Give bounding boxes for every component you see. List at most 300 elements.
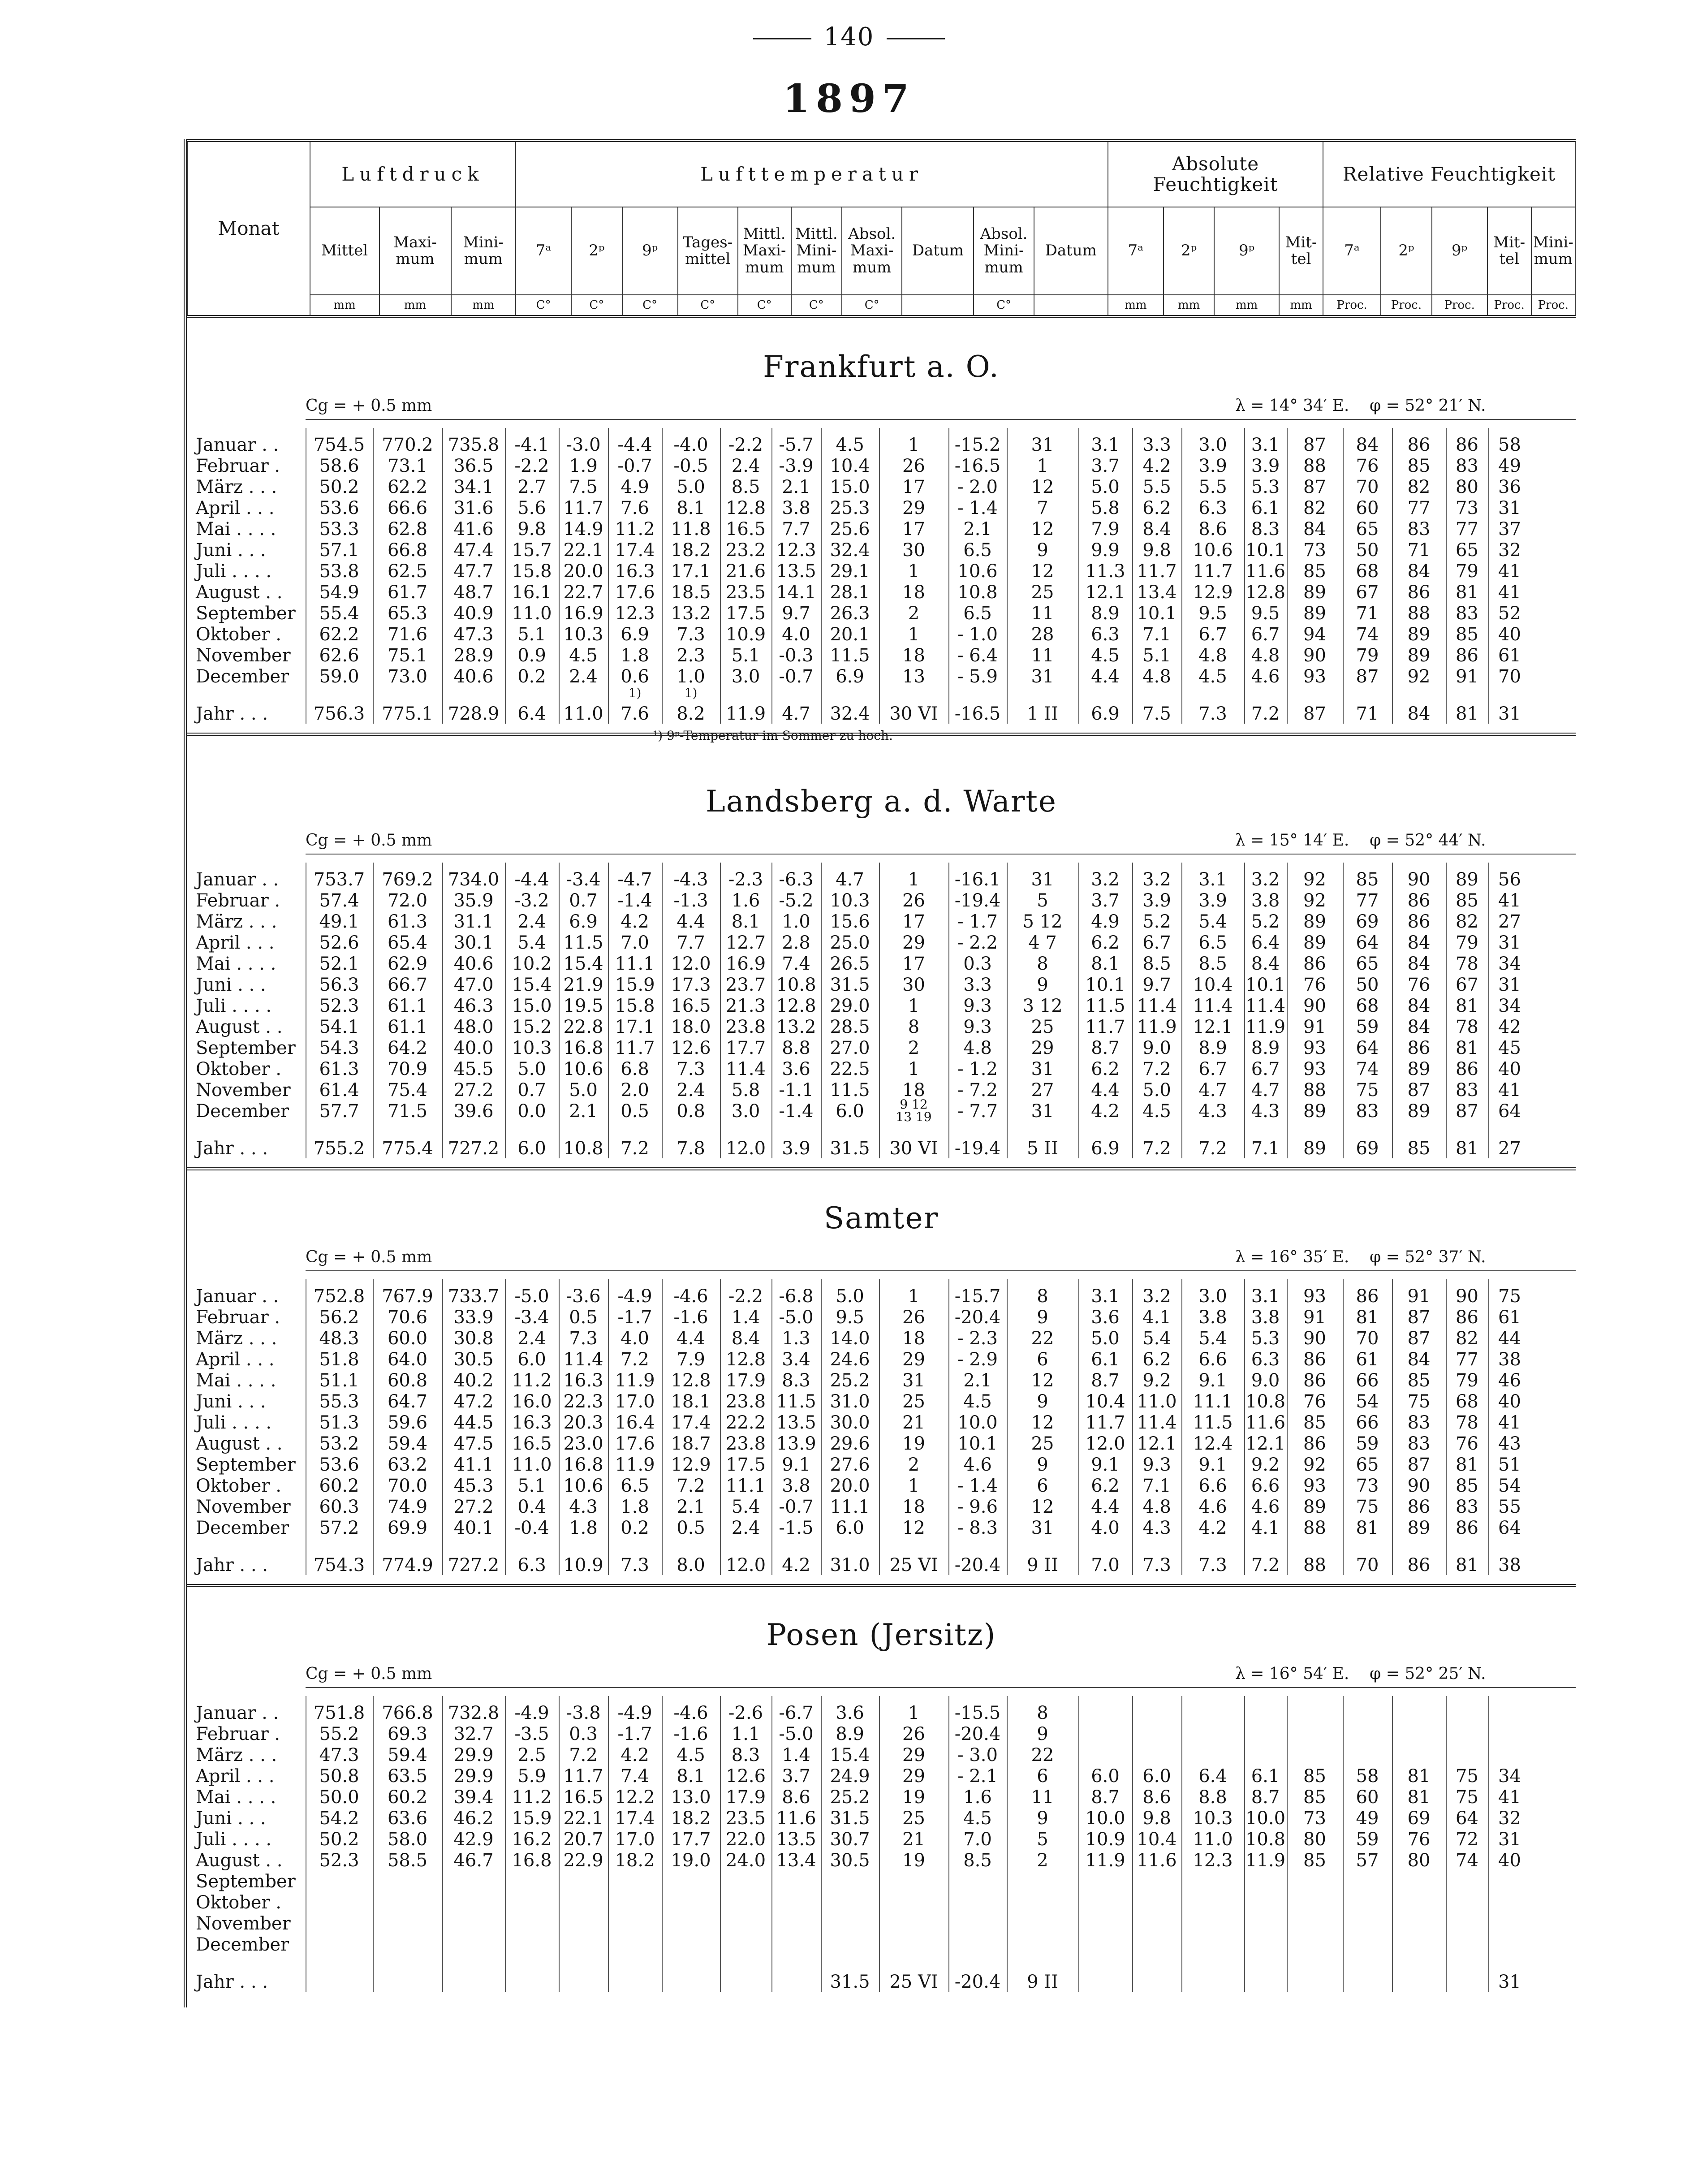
table-cell: 6.9 — [1091, 704, 1120, 724]
table-cell: 94 — [1303, 624, 1326, 645]
table-cell: 1.6 — [963, 1787, 992, 1808]
table-cell: 92 — [1407, 666, 1431, 687]
table-cell: 40 — [1498, 1391, 1521, 1412]
table-cell: 27.6 — [830, 1455, 870, 1475]
table-cell: 7.5 — [1142, 704, 1171, 724]
table-cell: 9 — [1037, 1808, 1048, 1829]
month-label: Jahr . . . — [196, 1555, 268, 1575]
table-cell: 51.8 — [319, 1349, 359, 1370]
table-cell: 86 — [1407, 435, 1431, 455]
table-cell: 2.7 — [517, 477, 546, 497]
table-cell: 12.2 — [615, 1787, 655, 1808]
table-cell: 83 — [1456, 456, 1478, 476]
table-cell: 15.6 — [830, 911, 870, 932]
table-cell: 11.2 — [512, 1787, 552, 1808]
table-cell: 7.2 — [1198, 1138, 1227, 1159]
table-cell: 81 — [1407, 1787, 1431, 1808]
month-label: Jahr . . . — [196, 1138, 268, 1159]
table-cell: 77 — [1356, 890, 1379, 911]
table-cell: 23.7 — [725, 975, 766, 995]
table-cell: 5.3 — [1251, 1328, 1280, 1349]
table-cell: 59.4 — [387, 1433, 428, 1454]
table-cell: 86 — [1303, 1433, 1326, 1454]
table-cell: 52.1 — [319, 954, 359, 974]
table-cell: 3.9 — [1251, 456, 1280, 476]
table-cell: 5.2 — [1142, 911, 1171, 932]
table-cell: 40 — [1498, 1850, 1521, 1871]
table-cell: 3.7 — [782, 1766, 810, 1787]
column-header-table — [187, 139, 1576, 318]
table-cell: 7.0 — [963, 1829, 992, 1850]
table-cell: 3.1 — [1251, 435, 1280, 455]
table-cell: 62.2 — [319, 624, 359, 645]
column-unit-18: Proc. — [1381, 295, 1432, 317]
month-label: August . . — [196, 1850, 283, 1871]
table-cell: 4.8 — [1251, 645, 1280, 666]
table-cell: 8 — [1037, 1703, 1048, 1723]
table-cell: -0.3 — [779, 645, 814, 666]
table-cell: 6.5 — [621, 1476, 649, 1496]
table-cell: 84 — [1407, 932, 1431, 953]
table-cell: 34.1 — [453, 477, 494, 497]
table-cell: 4.6 — [963, 1455, 992, 1475]
table-cell: 16.8 — [512, 1850, 552, 1871]
table-cell: 3.9 — [782, 1138, 810, 1159]
table-cell: 0.9 — [517, 645, 546, 666]
table-cell: 17.5 — [725, 603, 766, 624]
table-cell: 11.0 — [512, 1455, 552, 1475]
table-cell: 65.3 — [387, 603, 428, 624]
table-cell: 11.9 — [1245, 1017, 1286, 1037]
month-label: September — [196, 603, 296, 624]
table-cell: 1.8 — [621, 1497, 649, 1517]
table-cell: 13.5 — [776, 561, 816, 582]
table-cell: 727.2 — [448, 1138, 500, 1159]
table-cell: 6.1 — [1091, 1349, 1120, 1370]
table-cell: 8.6 — [782, 1787, 810, 1808]
station-rule — [306, 1270, 1576, 1271]
table-cell: 47.5 — [453, 1433, 494, 1454]
table-cell: 49 — [1356, 1808, 1379, 1829]
footnote: ¹) 9ᵖ-Temperatur im Sommer zu hoch. — [653, 728, 893, 743]
table-cell: 93 — [1303, 1038, 1326, 1058]
table-cell: 7.2 — [1251, 1555, 1280, 1575]
table-cell: 89 — [1407, 1518, 1431, 1538]
month-label: April . . . — [196, 498, 275, 518]
table-cell: 41 — [1498, 1412, 1521, 1433]
month-label: Mai . . . . — [196, 1370, 276, 1391]
table-cell: 74 — [1356, 1059, 1379, 1079]
table-cell: 31.0 — [830, 1555, 870, 1575]
table-cell: 81 — [1456, 1138, 1478, 1159]
table-cell: 14.9 — [563, 519, 603, 540]
table-cell: 12.3 — [615, 603, 655, 624]
table-cell: 21.9 — [563, 975, 603, 995]
table-cell: 29 — [1031, 1038, 1054, 1058]
table-cell: 9.3 — [963, 996, 992, 1016]
table-cell: 18 — [902, 1080, 925, 1101]
table-cell: 28.9 — [453, 645, 494, 666]
table-cell: 50 — [1356, 540, 1379, 561]
table-cell: 30 — [902, 975, 925, 995]
table-cell: 728.9 — [448, 704, 500, 724]
table-cell: 25 — [1031, 582, 1054, 603]
table-cell: 10.8 — [776, 975, 816, 995]
table-cell: 6.7 — [1198, 1059, 1227, 1079]
table-cell: 5.1 — [517, 624, 546, 645]
table-cell: 40.1 — [453, 1518, 494, 1538]
table-cell: 3.8 — [1251, 890, 1280, 911]
column-unit-14: mm — [1164, 295, 1215, 317]
table-cell: 88 — [1303, 1555, 1326, 1575]
table-cell: 12.6 — [725, 1766, 766, 1787]
table-cell: 6 — [1037, 1349, 1048, 1370]
table-cell: 8.5 — [963, 1850, 992, 1871]
table-cell: 84 — [1407, 561, 1431, 582]
station-name: Landsberg a. d. Warte — [706, 784, 1057, 819]
column-unit-12 — [1034, 295, 1108, 317]
table-cell: 6.5 — [963, 603, 992, 624]
table-cell: -2.2 — [728, 435, 763, 455]
table-cell: 71 — [1407, 540, 1431, 561]
table-cell: 1.8 — [569, 1518, 598, 1538]
column-header-9: Absol. Maxi-mum — [842, 207, 902, 295]
table-cell: 31 — [1031, 435, 1054, 455]
table-cell: 5 — [1037, 890, 1048, 911]
table-cell: 69 — [1356, 1138, 1379, 1159]
table-cell: 12.1 — [1245, 1433, 1286, 1454]
table-cell: 10.3 — [563, 624, 603, 645]
table-cell: 8.7 — [1091, 1787, 1120, 1808]
table-cell: 8.9 — [1198, 1038, 1227, 1058]
table-cell: 85 — [1303, 1766, 1326, 1787]
table-cell: 11.4 — [563, 1349, 603, 1370]
table-cell: 64 — [1456, 1808, 1478, 1829]
station-cg: Cg = + 0.5 mm — [306, 1665, 432, 1683]
table-cell: 4.4 — [1091, 1080, 1120, 1101]
table-cell: 12.1 — [1137, 1433, 1177, 1454]
table-cell: 85 — [1303, 561, 1326, 582]
table-cell: 83 — [1456, 603, 1478, 624]
table-cell: 6.9 — [1091, 1138, 1120, 1159]
table-cell: 10.3 — [1193, 1808, 1233, 1829]
table-cell: 18 — [902, 645, 925, 666]
column-header-0: Mittel — [310, 207, 379, 295]
table-cell: 89 — [1303, 1101, 1326, 1122]
table-cell: 11.9 — [615, 1455, 655, 1475]
table-cell: 7.6 — [621, 498, 649, 518]
table-cell: 4.0 — [1091, 1518, 1120, 1538]
table-cell: 10.6 — [957, 561, 998, 582]
month-label: August . . — [196, 1017, 283, 1037]
table-cell: 6.5 — [963, 540, 992, 561]
month-label: November — [196, 645, 291, 666]
table-cell: 40.6 — [453, 666, 494, 687]
table-cell: 4.2 — [1091, 1101, 1120, 1122]
table-cell: 3.6 — [782, 1059, 810, 1079]
table-cell: 83 — [1456, 1080, 1478, 1101]
table-cell: 63.2 — [387, 1455, 428, 1475]
table-cell: 8.4 — [1142, 519, 1171, 540]
table-cell: 8 — [1037, 1286, 1048, 1307]
table-cell: 9 — [1037, 1307, 1048, 1328]
table-cell: -0.7 — [779, 1497, 814, 1517]
table-cell: 58 — [1498, 435, 1521, 455]
table-cell: 12.3 — [776, 540, 816, 561]
column-header-19: 9ᵖ — [1432, 207, 1487, 295]
table-cell: 5.3 — [1251, 477, 1280, 497]
table-cell: 61.3 — [387, 911, 428, 932]
table-cell: -4.7 — [617, 869, 652, 890]
table-cell: -1.3 — [673, 890, 708, 911]
table-cell: 46.3 — [453, 996, 494, 1016]
table-cell: -16.1 — [954, 869, 1001, 890]
table-cell: 86 — [1303, 1349, 1326, 1370]
table-cell: -4.0 — [673, 435, 708, 455]
table-cell: 9.1 — [1091, 1455, 1120, 1475]
table-cell: 29 — [902, 1766, 925, 1787]
table-cell: 17.6 — [615, 1433, 655, 1454]
table-cell: 28.1 — [830, 582, 870, 603]
table-cell: 0.0 — [517, 1101, 546, 1122]
table-cell: 18.7 — [671, 1433, 711, 1454]
table-cell: 6.3 — [1251, 1349, 1280, 1370]
table-cell: 27 — [1498, 911, 1521, 932]
table-cell: 12.8 — [1245, 582, 1286, 603]
table-cell: 3.2 — [1251, 869, 1280, 890]
table-cell: 3.9 — [1142, 890, 1171, 911]
table-cell: 16.5 — [725, 519, 766, 540]
table-cell: -6.7 — [779, 1703, 814, 1723]
table-cell: 11.9 — [1085, 1850, 1125, 1871]
table-cell: 7.2 — [1142, 1059, 1171, 1079]
table-cell: 4.7 — [1198, 1080, 1227, 1101]
table-cell: 31 — [1498, 975, 1521, 995]
table-cell: 5.0 — [677, 477, 705, 497]
table-cell: 90 — [1456, 1286, 1478, 1307]
table-cell: 81 — [1456, 1455, 1478, 1475]
table-cell: 85 — [1456, 624, 1478, 645]
table-cell: 85 — [1407, 1138, 1431, 1159]
table-cell: 10.0 — [957, 1412, 998, 1433]
header-luftdruck: Luftdruck — [310, 141, 516, 207]
table-cell: 752.8 — [313, 1286, 365, 1307]
table-cell: - 2.9 — [957, 1349, 998, 1370]
table-cell: 93 — [1303, 1286, 1326, 1307]
month-label: November — [196, 1080, 291, 1101]
table-cell: 9 — [1037, 1391, 1048, 1412]
table-cell: 30.5 — [453, 1349, 494, 1370]
table-cell: - 7.7 — [957, 1101, 998, 1122]
table-cell: 49.1 — [319, 911, 359, 932]
table-cell: 11.4 — [1137, 996, 1177, 1016]
table-cell: 12.8 — [725, 1349, 766, 1370]
station-rule — [306, 1687, 1576, 1688]
table-cell: 81 — [1456, 996, 1478, 1016]
table-cell: 1.6 — [731, 890, 760, 911]
table-cell: 22 — [1031, 1745, 1054, 1765]
table-cell: 8.4 — [1251, 954, 1280, 974]
section-separator — [187, 733, 1576, 736]
table-cell: 13.9 — [776, 1433, 816, 1454]
table-cell: 13.0 — [671, 1787, 711, 1808]
table-cell: 6.4 — [1198, 1766, 1227, 1787]
table-cell: 6.0 — [1142, 1766, 1171, 1787]
table-cell: 27.0 — [830, 1038, 870, 1058]
table-cell: -3.4 — [514, 1307, 549, 1328]
table-cell: 59 — [1356, 1829, 1379, 1850]
table-cell: 47.3 — [453, 624, 494, 645]
station-longitude: λ = 15° 14′ E. — [1235, 831, 1349, 850]
table-cell: 32.4 — [830, 704, 870, 724]
table-cell: 4.7 — [836, 869, 864, 890]
table-cell: 76 — [1407, 975, 1431, 995]
table-cell: 77 — [1407, 498, 1431, 518]
table-cell: 6.2 — [1091, 1476, 1120, 1496]
month-label: Januar . . — [196, 1286, 279, 1307]
table-cell: 76 — [1356, 456, 1379, 476]
table-cell: 62.5 — [387, 561, 428, 582]
column-header-20: Mit-tel — [1487, 207, 1531, 295]
table-cell: 1.4 — [782, 1745, 810, 1765]
table-cell: 57 — [1356, 1850, 1379, 1871]
table-cell: 61.7 — [387, 582, 428, 603]
table-cell: 53.6 — [319, 498, 359, 518]
table-cell: 18 — [902, 582, 925, 603]
table-cell: 7.2 — [1251, 704, 1280, 724]
table-cell: 17.1 — [615, 1017, 655, 1037]
table-cell: 11.9 — [615, 1370, 655, 1391]
table-cell: 69 — [1356, 911, 1379, 932]
column-unit-0: mm — [310, 295, 379, 317]
table-cell: 89 — [1407, 1101, 1431, 1122]
table-cell: 15.8 — [615, 996, 655, 1016]
table-cell: 17.0 — [615, 1391, 655, 1412]
table-cell: 2.4 — [677, 1080, 705, 1101]
table-cell: 37 — [1498, 519, 1521, 540]
table-cell: 6.3 — [1091, 624, 1120, 645]
table-cell: 77 — [1456, 1349, 1478, 1370]
column-header-10: Datum — [902, 207, 974, 295]
table-cell: 76 — [1303, 1391, 1326, 1412]
table-cell: 11 — [1031, 1787, 1054, 1808]
table-cell: 4.4 — [1091, 1497, 1120, 1517]
table-cell: 71 — [1356, 603, 1379, 624]
table-cell: 87 — [1407, 1080, 1431, 1101]
table-cell: 11 — [1031, 645, 1054, 666]
table-cell: 48.3 — [319, 1328, 359, 1349]
table-cell: 4.6 — [1198, 1497, 1227, 1517]
table-cell: 31 — [1031, 666, 1054, 687]
table-cell: 50.0 — [319, 1787, 359, 1808]
table-cell: 19 — [902, 1787, 925, 1808]
table-cell: 9.5 — [836, 1307, 864, 1328]
column-unit-21: Proc. — [1531, 295, 1575, 317]
table-cell: 16.3 — [563, 1370, 603, 1391]
table-cell: 1 II — [1027, 704, 1058, 724]
table-cell: 11.4 — [725, 1059, 766, 1079]
table-cell: 6.6 — [1198, 1349, 1227, 1370]
table-cell: 75 — [1456, 1766, 1478, 1787]
table-cell: 40.2 — [453, 1370, 494, 1391]
table-cell: 81 — [1407, 1766, 1431, 1787]
table-cell: 3 12 — [1022, 996, 1063, 1016]
table-cell: 85 — [1303, 1850, 1326, 1871]
table-cell: 66 — [1356, 1370, 1379, 1391]
station-latitude: φ = 52° 21′ N. — [1370, 397, 1486, 415]
month-label: Mai . . . . — [196, 954, 276, 974]
table-cell: -4.3 — [673, 869, 708, 890]
column-header-17: 7ᵃ — [1323, 207, 1381, 295]
table-cell: 4.5 — [1142, 1101, 1171, 1122]
table-cell: 17.4 — [671, 1412, 711, 1433]
table-cell: 13.2 — [671, 603, 711, 624]
table-cell: 13.5 — [776, 1829, 816, 1850]
table-cell: 6.9 — [569, 911, 598, 932]
table-cell: 84 — [1407, 996, 1431, 1016]
table-cell: 65.4 — [387, 932, 428, 953]
table-cell: 17.7 — [671, 1829, 711, 1850]
table-cell: 64 — [1356, 932, 1379, 953]
table-cell: 4.3 — [1198, 1101, 1227, 1122]
table-cell: 7.2 — [621, 1349, 649, 1370]
table-cell: 25 VI — [889, 1972, 938, 1992]
month-label: November — [196, 1497, 291, 1517]
column-header-2: Mini-mum — [451, 207, 516, 295]
column-unit-6: C° — [678, 295, 738, 317]
month-label: Februar . — [196, 1724, 280, 1744]
table-cell: 44 — [1498, 1328, 1521, 1349]
table-cell: 12.7 — [725, 932, 766, 953]
table-cell: -15.7 — [954, 1286, 1001, 1307]
table-cell: 26 — [902, 456, 925, 476]
table-cell: 22.2 — [725, 1412, 766, 1433]
table-cell: 12.8 — [671, 1370, 711, 1391]
table-cell: 9.3 — [1142, 1455, 1171, 1475]
table-cell: 19.0 — [671, 1850, 711, 1871]
table-cell: 54.9 — [319, 582, 359, 603]
table-cell: 54 — [1356, 1391, 1379, 1412]
table-cell: 11.6 — [776, 1808, 816, 1829]
table-cell: 52.3 — [319, 1850, 359, 1871]
table-cell: 4.5 — [569, 645, 598, 666]
month-label: Oktober . — [196, 1059, 282, 1079]
table-cell: 11.1 — [725, 1476, 766, 1496]
table-cell: 11.9 — [1245, 1850, 1286, 1871]
table-cell: 7.7 — [677, 932, 705, 953]
table-cell: -20.4 — [954, 1972, 1001, 1992]
table-cell: 88 — [1303, 1080, 1326, 1101]
table-cell: 15.9 — [615, 975, 655, 995]
table-cell: 39.6 — [453, 1101, 494, 1122]
table-cell: 13 — [902, 666, 925, 687]
table-cell: 83 — [1407, 1412, 1431, 1433]
table-cell: 18.2 — [671, 540, 711, 561]
table-cell: 16.5 — [671, 996, 711, 1016]
table-cell: 25 — [902, 1808, 925, 1829]
table-cell: 3.1 — [1091, 1286, 1120, 1307]
table-cell: 76 — [1456, 1433, 1478, 1454]
station-latitude: φ = 52° 44′ N. — [1370, 831, 1486, 850]
table-cell: 9.7 — [782, 603, 810, 624]
table-cell: 11.4 — [1137, 1412, 1177, 1433]
table-cell: 29.6 — [830, 1433, 870, 1454]
table-cell: 0.2 — [517, 666, 546, 687]
table-cell: 5.2 — [1251, 911, 1280, 932]
table-cell: 84 — [1407, 704, 1431, 724]
table-cell: 23.5 — [725, 582, 766, 603]
month-label: August . . — [196, 582, 283, 603]
